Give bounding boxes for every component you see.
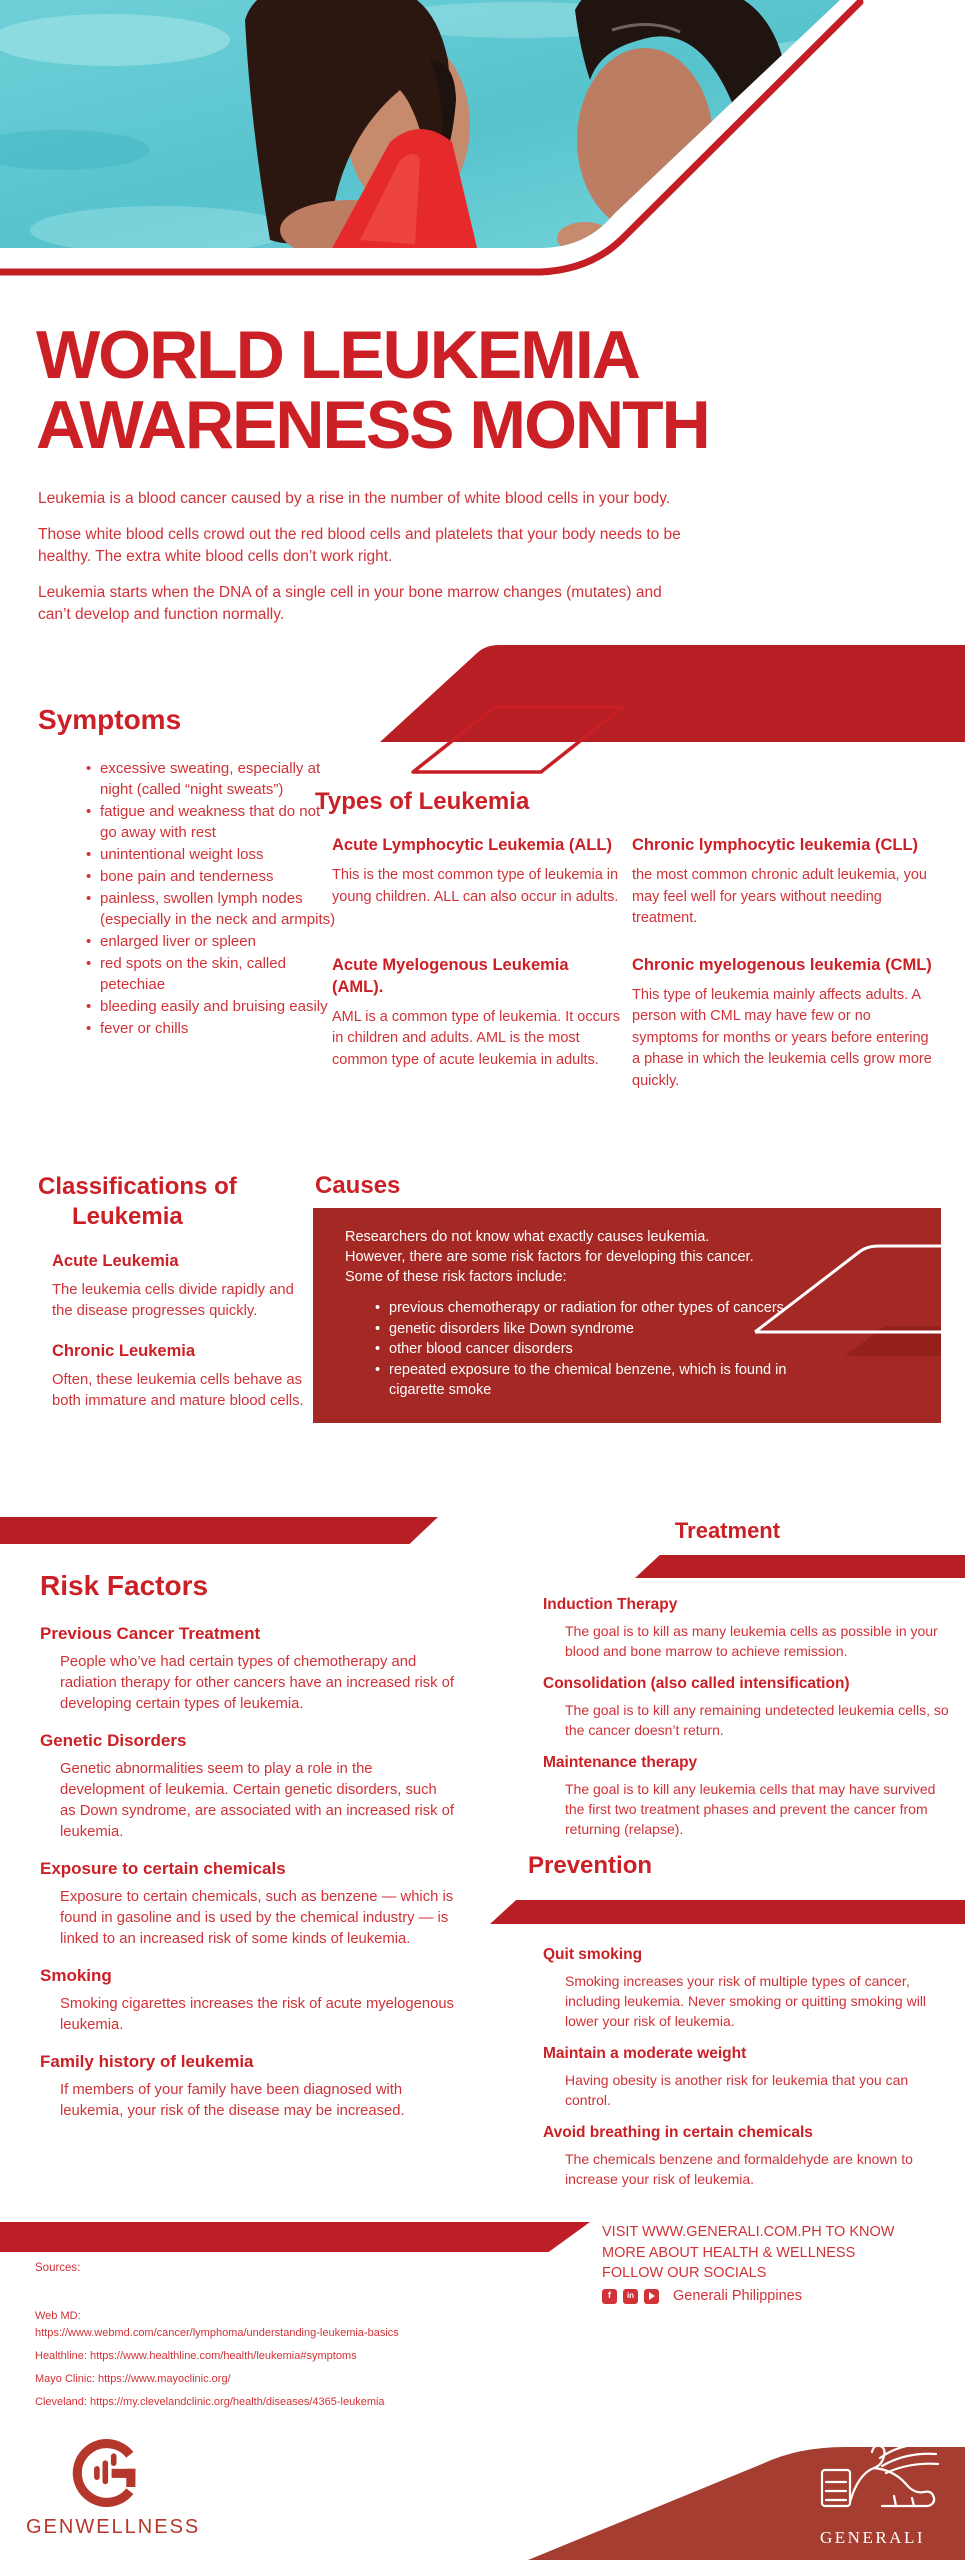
type-card-cll <box>632 834 932 930</box>
prevention-title: Avoid breathing in certain chemicals <box>543 2124 813 2141</box>
types-section <box>315 788 945 1092</box>
treatment-consolidation <box>543 1675 955 1740</box>
prevention-title: Maintain a moderate weight <box>543 2045 747 2062</box>
causes-box <box>313 1208 941 1423</box>
symptom-item: • bone pain and tenderness <box>86 866 338 887</box>
risk-factors-heading: Risk Factors <box>40 1570 209 1601</box>
type-title: Chronic myelogenous leukemia (CML) <box>632 955 932 974</box>
risk-factor-title: Family history of leukemia <box>40 2052 254 2071</box>
source-mayo-clinic[interactable]: Mayo Clinic: https://www.mayoclinic.org/ <box>35 2373 231 2385</box>
prevention-moderate-weight <box>543 2045 955 2110</box>
symptom-item: • fatigue and weakness that do not go away with rest <box>86 801 338 843</box>
page-title-line1: WORLD LEUKEMIA <box>36 317 639 393</box>
intro-paragraph: Leukemia starts when the DNA of a single cell in your bone marrow changes (mutates) and can’t develop and function normally. <box>38 584 662 623</box>
visit-line: VISIT WWW.GENERALI.COM.PH TO KNOW <box>602 2224 895 2240</box>
risk-factor-title: Smoking <box>40 1966 112 1985</box>
risk-factor-title: Genetic Disorders <box>40 1731 187 1750</box>
risk-factor-smoking <box>40 1966 480 2036</box>
treatment-title: Consolidation (also called intensification) <box>543 1675 850 1692</box>
symptom-item: • bleeding easily and bruising easily <box>86 996 338 1017</box>
cause-item: • previous chemotherapy or radiation for other types of cancers <box>375 1298 835 1319</box>
classification-title: Acute Leukemia <box>52 1252 179 1270</box>
prevention-avoid-chemicals <box>543 2124 955 2189</box>
type-body: AML is a common type of leukemia. It occurs in children and adults. AML is the most common type of acute leukemia in adults. <box>332 1008 620 1068</box>
generali-wordmark: GENERALI <box>820 2528 925 2547</box>
risk-factor-chemicals <box>40 1859 480 1950</box>
risk-factor-genetic-disorders <box>40 1731 480 1843</box>
type-body: This type of leukemia mainly affects adults. A person with CML may have few or no symptoms for months or years before entering a phase in which the leukemia cells grow more quickly. <box>632 986 932 1089</box>
treatment-body: The goal is to kill as many leukemia cells as possible in your blood and bone marrow to achieve remission. <box>565 1623 938 1659</box>
risk-factors-decorative-band <box>0 1517 438 1544</box>
genwellness-wordmark: GENWELLNESS <box>26 2516 201 2538</box>
treatment-title: Induction Therapy <box>543 1596 678 1613</box>
footer-decorative-band <box>0 2222 590 2252</box>
visit-line: FOLLOW OUR SOCIALS <box>602 2265 767 2281</box>
page-title-line2: AWARENESS MONTH <box>36 387 709 463</box>
source-healthline[interactable]: Healthline: https://www.healthline.com/health/leukemia#symptoms <box>35 2350 357 2362</box>
symptom-item: • unintentional weight loss <box>86 844 338 865</box>
sources-heading: Sources: <box>35 2262 81 2274</box>
risk-factor-title: Previous Cancer Treatment <box>40 1624 261 1643</box>
linkedin-icon[interactable]: in <box>623 2289 638 2304</box>
classification-chronic <box>38 1342 318 1412</box>
prevention-body: Having obesity is another risk for leukemia that you can control. <box>565 2072 909 2108</box>
treatment-heading: Treatment <box>674 1518 781 1543</box>
treatment-maintenance <box>543 1754 955 1839</box>
symptoms-list <box>86 758 338 1039</box>
treatment-body: The goal is to kill any remaining undetected leukemia cells, so the cancer doesn’t return. <box>565 1702 949 1738</box>
type-body: This is the most common type of leukemia in young children. ALL can also occur in adults. <box>332 867 619 905</box>
risk-factor-body: People who’ve had certain types of chemotherapy and radiation therapy for other cancers have an increased risk of developing certain types of leukemia. <box>60 1654 454 1712</box>
intro-paragraph: Those white blood cells crowd out the red blood cells and platelets that your body needs to be healthy. The extra white blood cells don’t work right. <box>38 526 681 565</box>
risk-factor-body: Smoking cigarettes increases the risk of acute myelogenous leukemia. <box>60 1996 454 2033</box>
symptom-item: • enlarged liver or spleen <box>86 931 338 952</box>
page-title <box>36 317 709 463</box>
causes-heading: Causes <box>315 1172 401 1199</box>
type-card-all <box>332 834 624 930</box>
classifications-section <box>38 1172 318 1412</box>
classification-body: The leukemia cells divide rapidly and the disease progresses quickly. <box>52 1282 294 1319</box>
treatment-body: The goal is to kill any leukemia cells that may have survived the first two treatment phases and prevent the cancer from returning (relapse). <box>565 1781 936 1837</box>
source-webmd-url[interactable]: https://www.webmd.com/cancer/lymphoma/understanding-leukemia-basics <box>35 2327 399 2339</box>
prevention-body: The chemicals benzene and formaldehyde are known to increase your risk of leukemia. <box>565 2151 913 2187</box>
types-decorative-band <box>0 630 965 790</box>
symptoms-heading: Symptoms <box>38 704 182 735</box>
social-links-row <box>602 2288 802 2304</box>
type-title: Acute Lymphocytic Leukemia (ALL) <box>332 836 612 854</box>
prevention-quit-smoking <box>543 1946 955 2031</box>
classification-body: Often, these leukemia cells behave as both immature and mature blood cells. <box>52 1372 304 1409</box>
intro-paragraphs <box>38 488 698 640</box>
treatment-section <box>543 1596 955 1853</box>
risk-factors-section <box>40 1570 480 2138</box>
sources-list <box>35 2308 399 2417</box>
source-webmd-label: Web MD: <box>35 2310 81 2322</box>
treatment-title: Maintenance therapy <box>543 1754 698 1771</box>
type-card-cml <box>632 954 932 1093</box>
visit-block <box>602 2222 894 2284</box>
types-heading: Types of Leukemia <box>315 788 530 815</box>
prevention-decorative-band <box>490 1900 965 1924</box>
type-card-aml <box>332 954 624 1093</box>
treatment-induction <box>543 1596 955 1661</box>
classification-title: Chronic Leukemia <box>52 1342 196 1360</box>
facebook-icon[interactable]: f <box>602 2289 617 2304</box>
symptom-item: • painless, swollen lymph nodes (especially in the neck and armpits) <box>86 888 338 930</box>
prevention-body: Smoking increases your risk of multiple types of cancer, including leukemia. Never smoking or quitting smoking will lower your risk of leukemia. <box>565 1973 927 2029</box>
source-cleveland[interactable]: Cleveland: https://my.clevelandclinic.org/health/diseases/4365-leukemia <box>35 2396 385 2408</box>
cause-item: • repeated exposure to the chemical benzene, which is found in cigarette smoke <box>375 1360 835 1401</box>
generali-corner-band <box>0 2430 965 2560</box>
classification-acute <box>38 1252 318 1322</box>
classifications-heading-line1: Classifications of <box>38 1173 237 1200</box>
risk-factor-previous-treatment <box>40 1624 480 1715</box>
risk-factor-family-history <box>40 2052 480 2122</box>
youtube-icon[interactable] <box>644 2289 659 2304</box>
social-handle[interactable]: Generali Philippines <box>673 2288 802 2304</box>
types-grid <box>315 834 945 1092</box>
prevention-section <box>543 1946 955 2203</box>
cause-item: • other blood cancer disorders <box>375 1339 835 1360</box>
intro-paragraph: Leukemia is a blood cancer caused by a rise in the number of white blood cells in your body. <box>38 490 671 507</box>
causes-intro: Researchers do not know what exactly causes leukemia. However, there are some risk factors for developing this cancer. Some of these risk factors include: <box>345 1229 754 1285</box>
pool-photo <box>0 0 965 300</box>
type-title: Chronic lymphocytic leukemia (CLL) <box>632 836 919 854</box>
treatment-decorative-band <box>635 1555 965 1578</box>
causes-list <box>375 1298 835 1401</box>
risk-factor-body: Genetic abnormalities seem to play a role in the development of leukemia. Certain genetic disorders, such as Down syndrome, are associated with an increased risk of leukemia. <box>60 1761 454 1840</box>
risk-factor-title: Exposure to certain chemicals <box>40 1859 286 1878</box>
symptom-item: • excessive sweating, especially at night (called “night sweats”) <box>86 758 338 800</box>
risk-factor-body: Exposure to certain chemicals, such as benzene — which is found in gasoline and is used by the chemical industry — is linked to an increased risk of some kinds of leukemia. <box>60 1889 454 1947</box>
symptom-item: • fever or chills <box>86 1018 338 1039</box>
type-body: the most common chronic adult leukemia, you may feel well for years without needing treatment. <box>632 867 927 926</box>
prevention-title: Quit smoking <box>543 1946 643 1963</box>
visit-line: MORE ABOUT HEALTH & WELLNESS <box>602 2244 856 2261</box>
risk-factor-body: If members of your family have been diagnosed with leukemia, your risk of the disease may be increased. <box>60 2082 405 2119</box>
symptom-item: • red spots on the skin, called petechiae <box>86 953 338 995</box>
play-glyph <box>649 2292 655 2300</box>
cause-item: • genetic disorders like Down syndrome <box>375 1319 835 1340</box>
classifications-heading-line2: Leukemia <box>72 1203 183 1230</box>
prevention-heading: Prevention <box>528 1852 653 1879</box>
type-title: Acute Myelogenous Leukemia (AML). <box>332 955 569 996</box>
